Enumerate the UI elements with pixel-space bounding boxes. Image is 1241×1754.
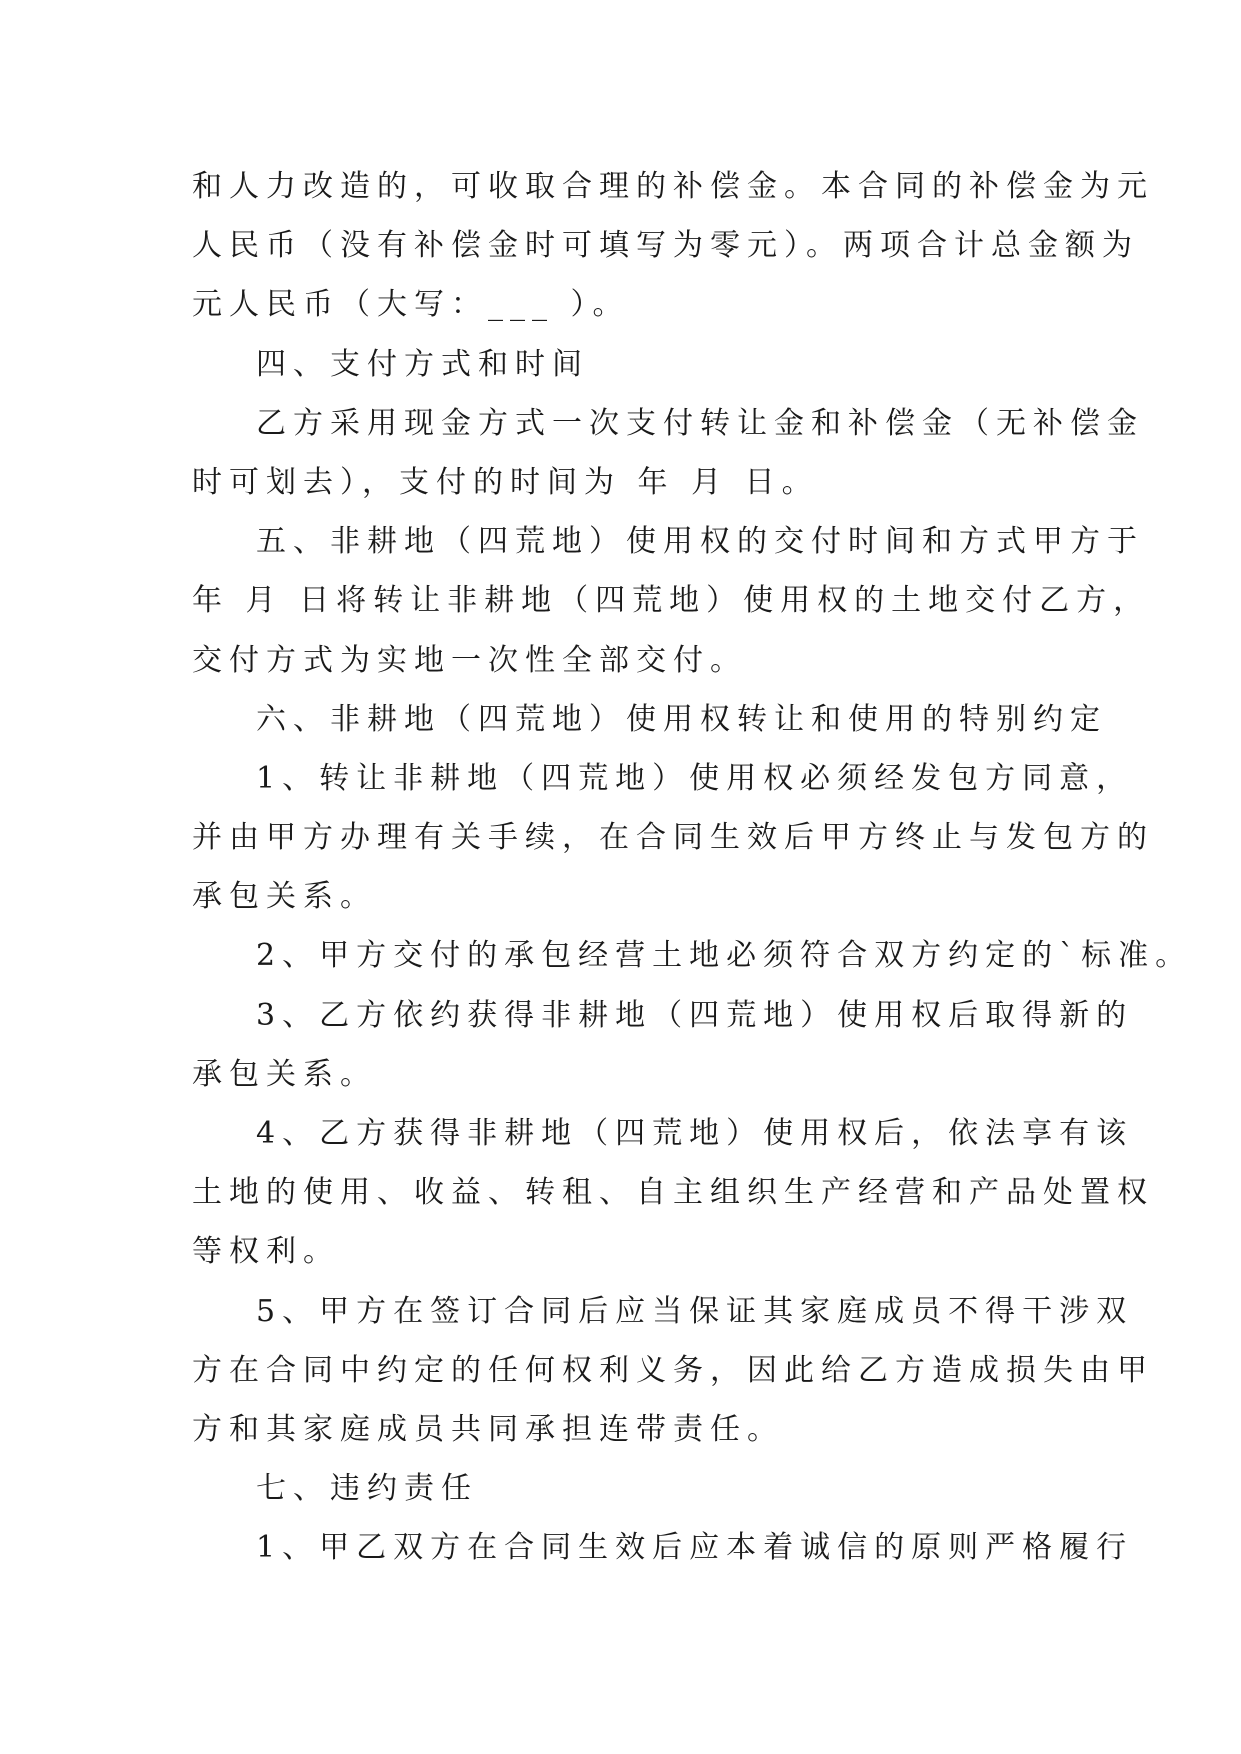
section-heading-special-terms: 六、非耕地（四荒地）使用权转让和使用的特别约定 (256, 701, 1107, 737)
clause-item: 1、转让非耕地（四荒地）使用权必须经发包方同意， (256, 760, 1134, 796)
section-heading-payment: 四、支付方式和时间 (256, 346, 589, 382)
clause-item: 2、甲方交付的承包经营土地必须符合双方约定的`标准。 (256, 938, 1193, 974)
clause-item: 1、甲乙双方在合同生效后应本着诚信的原则严格履行 (256, 1530, 1134, 1566)
clause-item: 5、甲方在签订合同后应当保证其家庭成员不得干涉双 (256, 1293, 1134, 1329)
section-heading-delivery: 五、非耕地（四荒地）使用权的交付时间和方式甲方于 (256, 524, 1144, 560)
clause-item: 3、乙方依约获得非耕地（四荒地）使用权后取得新的 (256, 997, 1134, 1033)
text-line: 承包关系。 (192, 1056, 377, 1092)
clause-item: 4、乙方获得非耕地（四荒地）使用权后，依法享有该 (256, 1116, 1134, 1151)
text-line: 承包关系。 (192, 879, 377, 915)
text-line: 土地的使用、收益、转租、自主组织生产经营和产品处置权 (192, 1175, 1154, 1211)
text-line: 元人民币（大写：___ ）。 (192, 287, 630, 323)
text-line: 交付方式为实地一次性全部交付。 (192, 642, 747, 678)
text-line: 等权利。 (192, 1234, 340, 1270)
text-line: 时可划去），支付的时间为 年 月 日。 (192, 464, 819, 500)
text-line: 并由甲方办理有关手续，在合同生效后甲方终止与发包方的 (192, 820, 1154, 856)
text-line: 方和其家庭成员共同承担连带责任。 (192, 1411, 784, 1447)
text-line: 年 月 日将转让非耕地（四荒地）使用权的土地交付乙方， (192, 583, 1151, 619)
section-heading-liability: 七、违约责任 (256, 1471, 478, 1507)
text-line: 人民币（没有补偿金时可填写为零元）。两项合计总金额为 (192, 228, 1139, 264)
text-line: 和人力改造的，可收取合理的补偿金。本合同的补偿金为元 (192, 169, 1154, 204)
text-line: 乙方采用现金方式一次支付转让金和补偿金（无补偿金 (256, 405, 1144, 441)
document-body (192, 157, 1193, 1578)
text-line: 方在合同中约定的任何权利义务，因此给乙方造成损失由甲 (192, 1352, 1154, 1388)
